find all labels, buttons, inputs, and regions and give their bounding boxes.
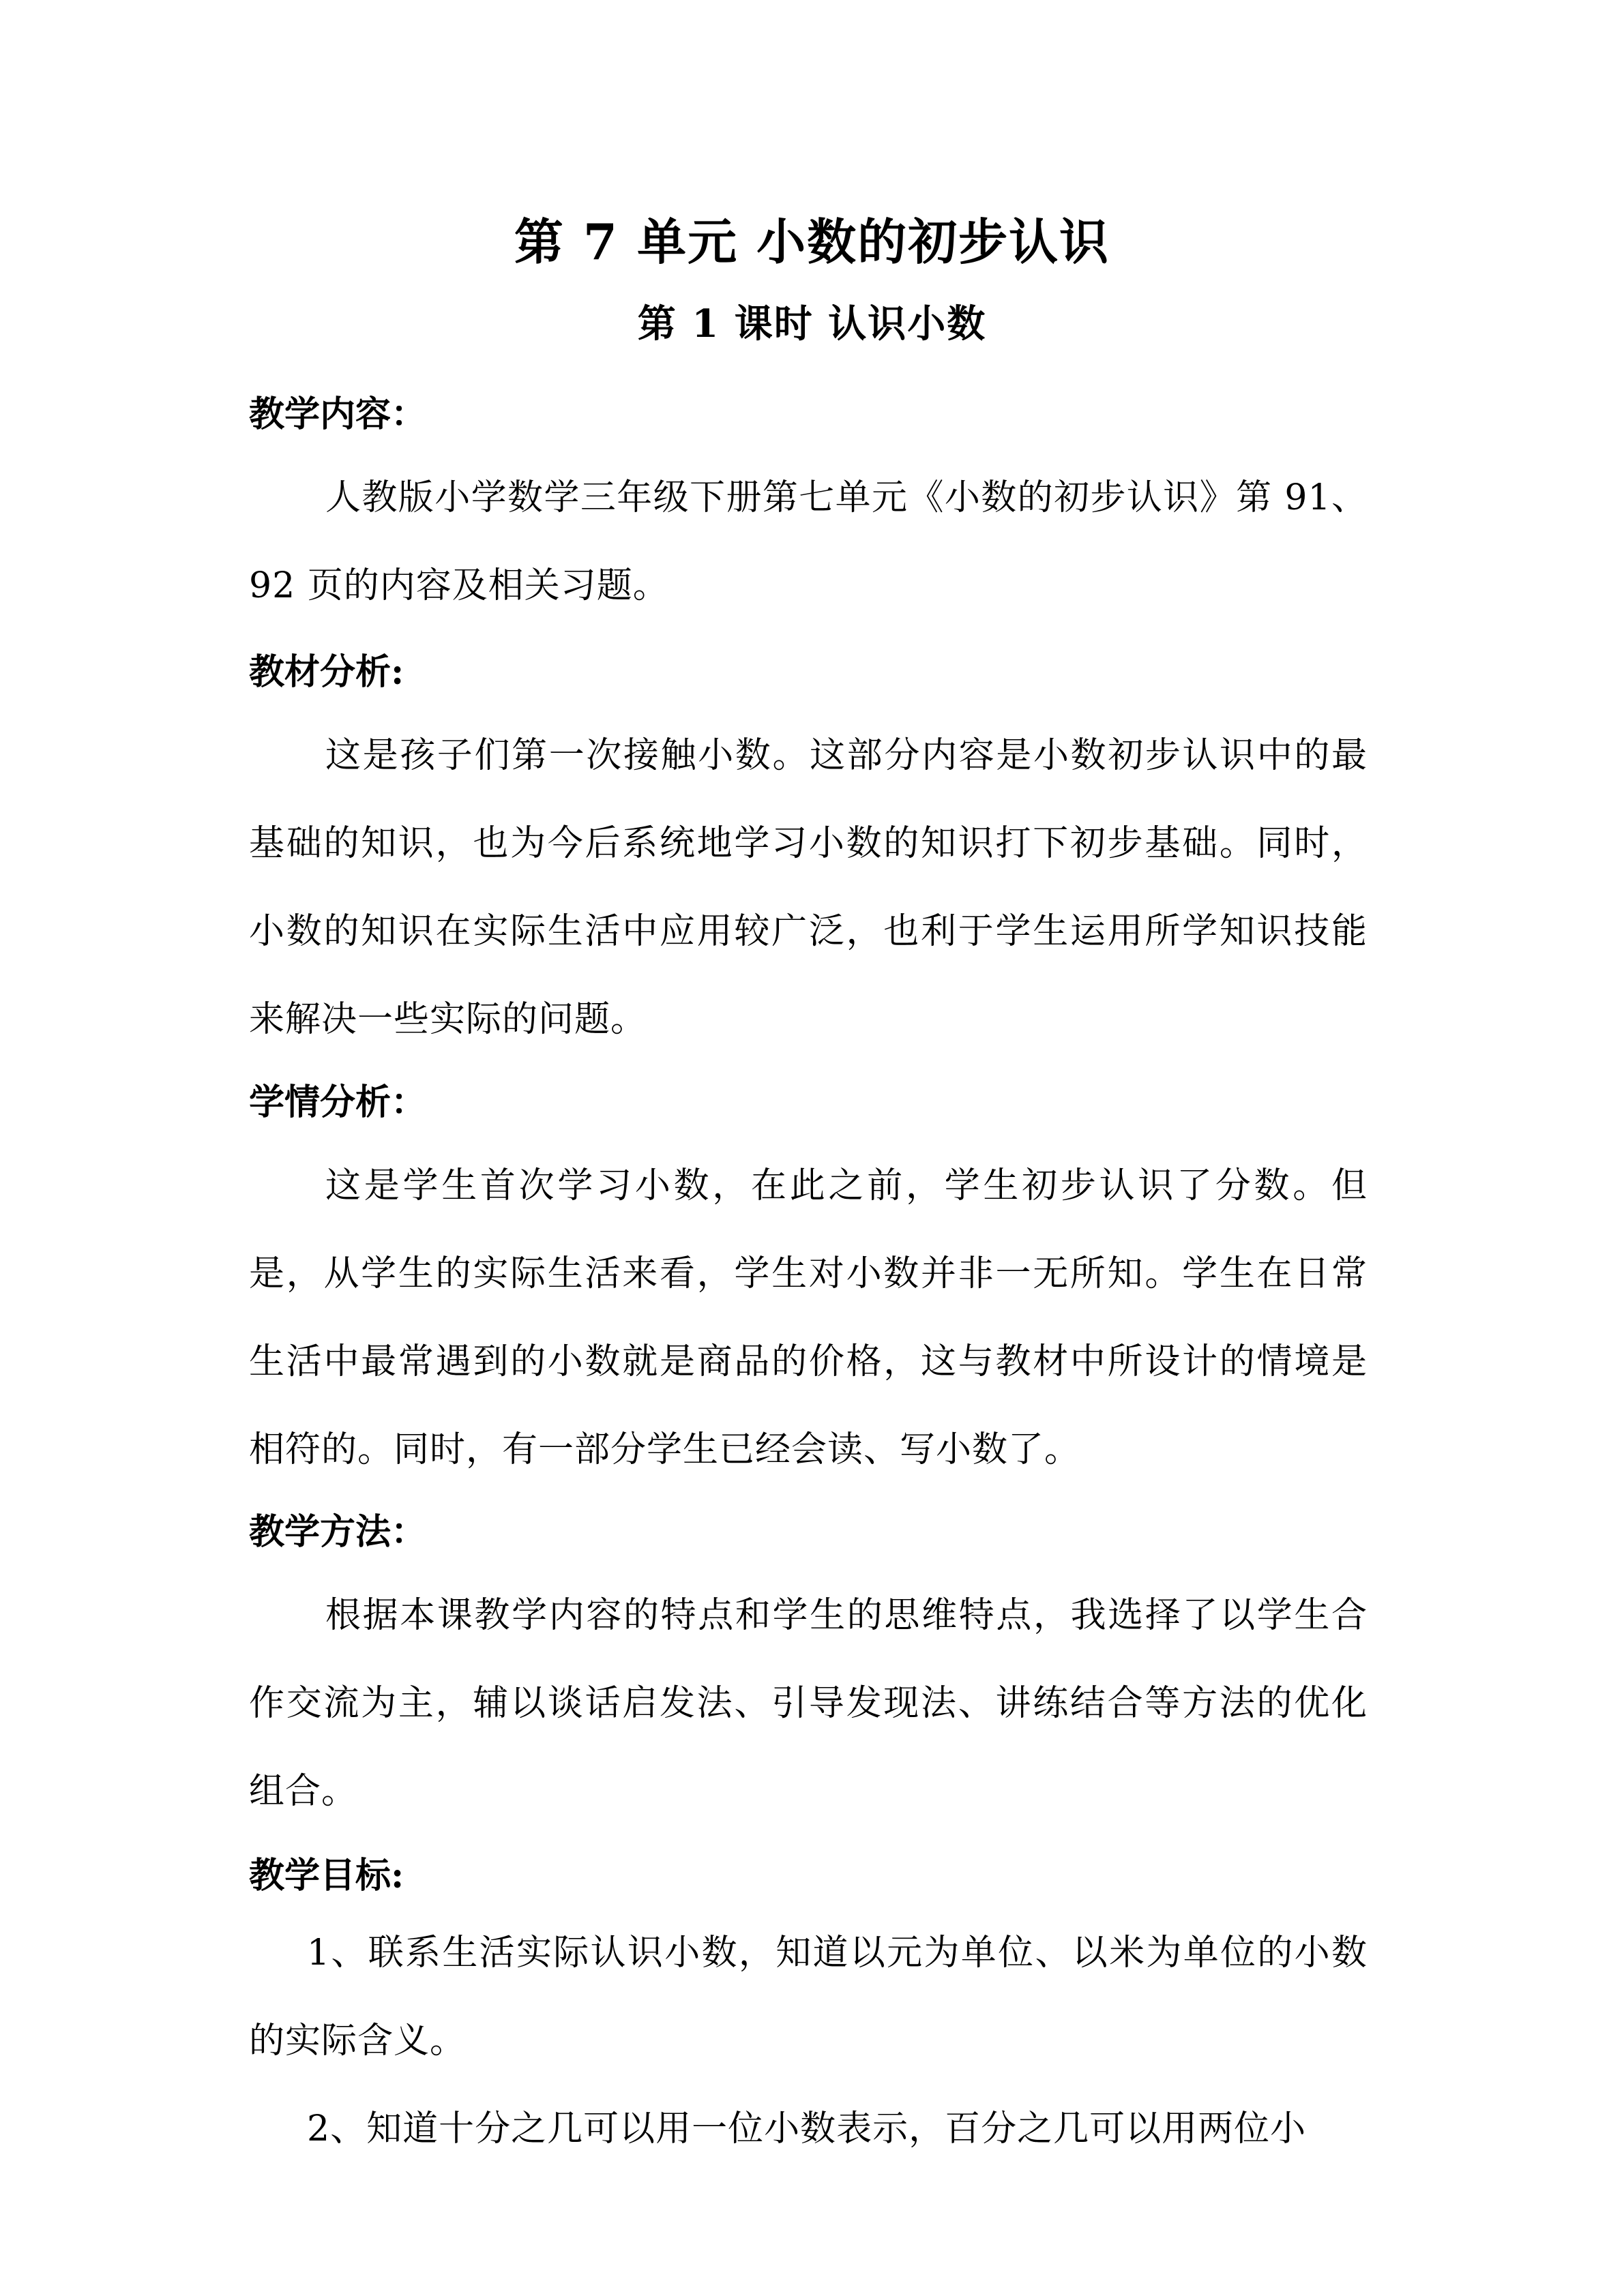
paragraph-textbook-analysis: 这是孩子们第一次接触小数。这部分内容是小数初步认识中的最基础的知识，也为今后系统地学习小数的知识打下初步基础。同时，小数的知识在实际生活中应用较广泛，也利于学生运用所学知识技能来解决一些实际的问题。 [249, 735, 1368, 1040]
section-heading-teaching-goals: 教学目标: [249, 1855, 404, 1896]
paragraph-teaching-content: 人教版小学数学三年级下册第七单元《小数的初步认识》第 91、92 页的内容及相关习题。 [249, 477, 1368, 606]
section-heading-student-analysis: 学情分析： [249, 1082, 427, 1123]
paragraph-goal-1: 1、联系生活实际认识小数，知道以元为单位、以米为单位的小数的实际含义。 [249, 1933, 1368, 2061]
paragraph-student-analysis: 这是学生首次学习小数，在此之前，学生初步认识了分数。但是，从学生的实际生活来看，学生对小数并非一无所知。学生在日常生活中最常遇到的小数就是商品的价格，这与教材中所设计的情境是相符的。同时，有一部分学生已经会读、写小数了。 [249, 1165, 1368, 1470]
section-heading-teaching-content: 教学内容： [249, 393, 427, 435]
document-title: 第 7 单元 小数的初步认识 [514, 213, 1110, 271]
paragraph-goal-2: 2、知道十分之几可以用一位小数表示，百分之几可以用两位小 [307, 2108, 1307, 2149]
lesson-subtitle: 第 1 课时 认识小数 [637, 301, 987, 346]
section-heading-teaching-method: 教学方法： [249, 1511, 427, 1553]
paragraph-teaching-method: 根据本课教学内容的特点和学生的思维特点，我选择了以学生合作交流为主，辅以谈话启发法、引导发现法、讲练结合等方法的优化组合。 [249, 1595, 1368, 1812]
section-heading-textbook-analysis: 教材分析: [249, 651, 404, 693]
